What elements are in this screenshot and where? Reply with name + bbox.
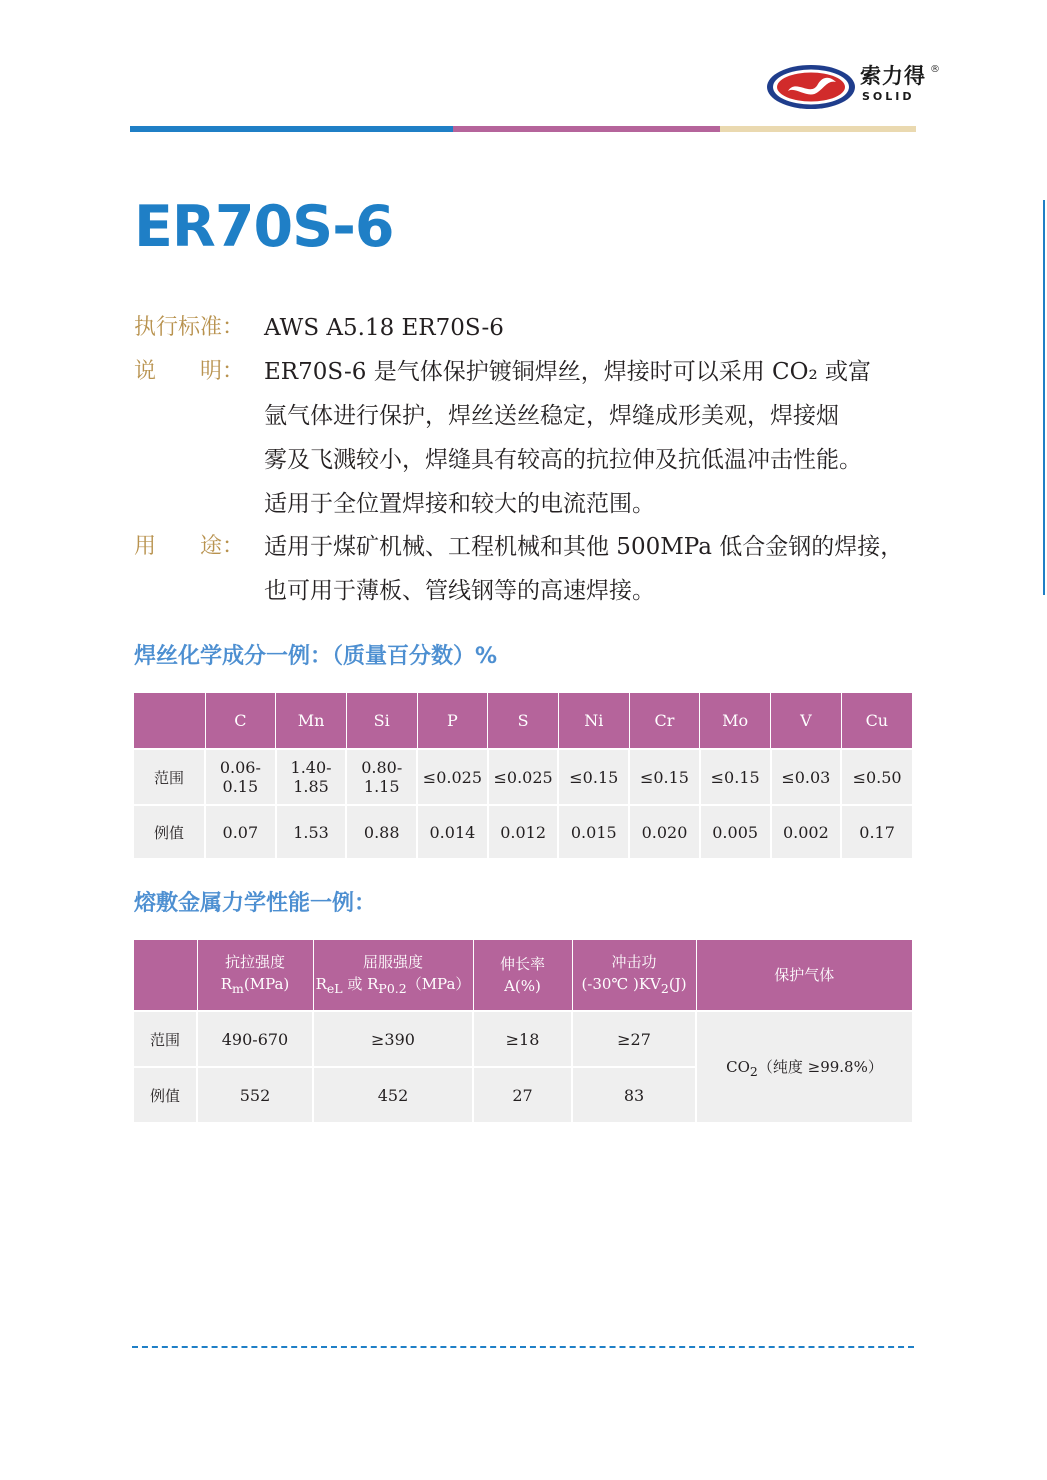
- table-cell: ≥18: [473, 1011, 572, 1067]
- table-cell: ≥390: [313, 1011, 473, 1067]
- header-cell-gas: 保护气体: [696, 940, 912, 1011]
- description-line: 适用于全位置焊接和较大的电流范围。: [264, 491, 655, 517]
- table-cell: 0.17: [841, 805, 912, 858]
- header-cell-impact: 冲击功 (-30℃ )$KV_2(J)$: [572, 940, 696, 1011]
- table-cell: 0.005: [700, 805, 771, 858]
- table-cell: 552: [197, 1067, 313, 1122]
- table-cell: 0.020: [629, 805, 700, 858]
- usage-label: 用 途：: [134, 534, 245, 559]
- mech-section-title: 熔敷金属力学性能一例：: [134, 891, 377, 916]
- table-cell: 0.015: [558, 805, 629, 858]
- table-cell: 27: [473, 1067, 572, 1122]
- mechanical-properties-table: [134, 940, 912, 1122]
- table-header-row: [134, 693, 912, 749]
- header-cell-tensile: 抗拉强度 $R_m(MPa)$: [197, 940, 313, 1011]
- table-cell: ≤0.15: [700, 749, 771, 805]
- product-title: ER70S-6: [134, 194, 394, 260]
- standard-label: 执行标准：: [134, 315, 245, 340]
- header-cell: Mn: [276, 693, 347, 749]
- table-cell: 0.014: [417, 805, 488, 858]
- header-cell: V: [771, 693, 842, 749]
- header-cell: [134, 693, 205, 749]
- table-row: [134, 749, 912, 805]
- table-cell: 0.88: [346, 805, 417, 858]
- header-cell: S: [488, 693, 559, 749]
- header-cell: Cu: [841, 693, 912, 749]
- logo-english-text: SOLID: [862, 90, 915, 103]
- header-cell: Ni: [558, 693, 629, 749]
- logo-chinese-text: 索力得: [860, 64, 926, 88]
- table-cell: ≤0.03: [771, 749, 842, 805]
- table-cell: ≤0.50: [841, 749, 912, 805]
- header-cell: Si: [346, 693, 417, 749]
- solid-logo-emblem-icon: [766, 64, 856, 110]
- chemical-composition-table: [134, 693, 912, 858]
- table-cell: ≤0.15: [629, 749, 700, 805]
- description-line: 氩气体进行保护，焊丝送丝稳定，焊缝成形美观，焊接烟: [264, 403, 839, 429]
- usage-line: 适用于煤矿机械、工程机械和其他 500MPa 低合金钢的焊接，: [264, 534, 904, 560]
- table-cell: 83: [572, 1067, 696, 1122]
- table-row: [134, 1011, 912, 1067]
- brand-logo: [766, 62, 946, 112]
- footer-dashed-divider: [132, 1346, 914, 1348]
- header-cell-yield: 屈服强度 $R_{eL}$ 或 $R_{P0.2}(MPa)$: [313, 940, 473, 1011]
- row-label: 例值: [134, 1067, 197, 1122]
- table-cell: 1.40- 1.85: [276, 749, 347, 805]
- table-cell: 0.06- 0.15: [205, 749, 276, 805]
- table-row: [134, 805, 912, 858]
- table-cell: 0.012: [488, 805, 559, 858]
- header-cell: C: [205, 693, 276, 749]
- row-label: 范围: [134, 1011, 197, 1067]
- table-cell: ≤0.025: [488, 749, 559, 805]
- table-cell: 0.80- 1.15: [346, 749, 417, 805]
- description-line: ER70S-6 是气体保护镀铜焊丝，焊接时可以采用 CO₂ 或富: [264, 359, 871, 385]
- table-header-row: [134, 940, 912, 1011]
- standard-text: AWS A5.18 ER70S-6: [264, 315, 504, 341]
- side-accent-bar: [1043, 200, 1045, 595]
- header-stripe-blue: [130, 126, 453, 132]
- header-cell: P: [417, 693, 488, 749]
- registered-mark: ®: [930, 64, 940, 75]
- chem-section-title: 焊丝化学成分一例：（质量百分数）%: [134, 644, 498, 669]
- table-cell: ≤0.15: [558, 749, 629, 805]
- table-cell: ≥27: [572, 1011, 696, 1067]
- table-cell: 1.53: [276, 805, 347, 858]
- row-label: 例值: [134, 805, 205, 858]
- usage-line: 也可用于薄板、管线钢等的高速焊接。: [264, 578, 655, 604]
- header-cell: Mo: [700, 693, 771, 749]
- description-label: 说 明：: [134, 359, 245, 384]
- header-cell: Cr: [629, 693, 700, 749]
- header-stripe-cream: [720, 126, 916, 132]
- header-cell-elongation: 伸长率 A(%): [473, 940, 572, 1011]
- table-cell: 0.07: [205, 805, 276, 858]
- table-cell: 452: [313, 1067, 473, 1122]
- table-cell: ≤0.025: [417, 749, 488, 805]
- header-stripe-pink: [453, 126, 720, 132]
- row-label: 范围: [134, 749, 205, 805]
- header-cell-blank: [134, 940, 197, 1011]
- shielding-gas-cell: $CO_2$（纯度 ≥99.8%）: [696, 1011, 912, 1122]
- table-cell: 490-670: [197, 1011, 313, 1067]
- table-cell: 0.002: [771, 805, 842, 858]
- description-line: 雾及飞溅较小，焊缝具有较高的抗拉伸及抗低温冲击性能。: [264, 447, 862, 473]
